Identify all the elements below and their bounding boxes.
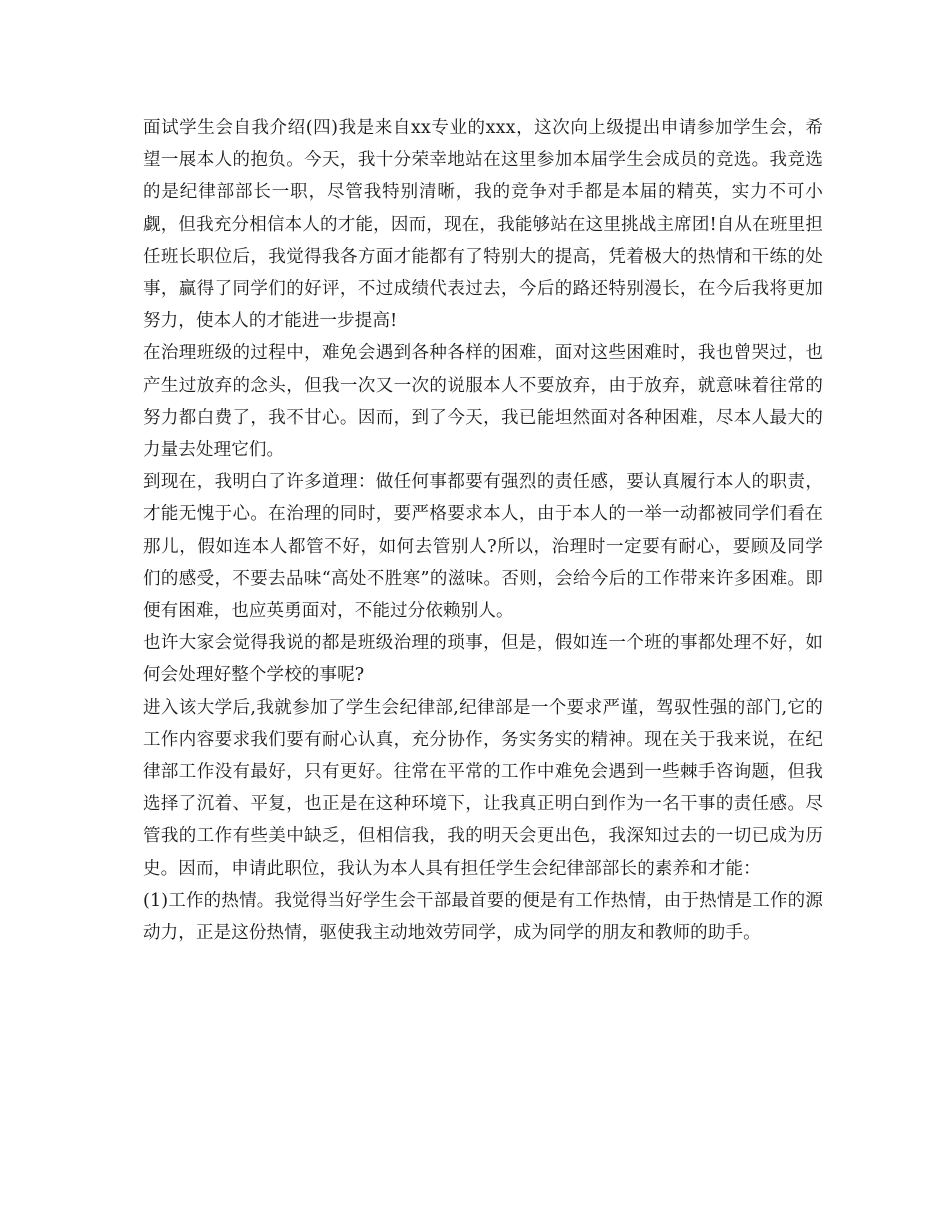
paragraph-discipline-department: 进入该大学后,我就参加了学生会纪律部,纪律部是一个要求严谨，驾驭性强的部门,它的工作内容要求我们要有耐心认真，充分协作，务实务实的精神。现在关于我来说，在纪律部工作没有最好，只有更好。往常在平常的工作中难免会遇到一些棘手咨询题，但我选择了沉着、平复，也正是在这种环境下，让我真正明白到作为一名干事的责任感。尽管我的工作有些美中缺乏，但相信我，我的明天会更出色，我深知过去的一切已成为历史。因而，申请此职位，我认为本人具有担任学生会纪律部部长的素养和才能： [143, 697, 823, 879]
paragraph-question: 也许大家会觉得我说的都是班级治理的琐事，但是，假如连一个班的事都处理不好，如何会处理好整个学校的事呢? [143, 633, 823, 686]
paragraph-difficulties: 在治理班级的过程中，难免会遇到各种各样的困难，面对这些困难时，我也曾哭过，也产生过放弃的念头，但我一次又一次的说服本人不要放弃，由于放弃，就意味着往常的努力都白费了，我不甘心。因而，到了今天，我已能坦然面对各种困难，尽本人最大的力量去处理它们。 [143, 343, 823, 461]
paragraph-lessons: 到现在，我明白了许多道理：做任何事都要有强烈的责任感，要认真履行本人的职责，才能无愧于心。在治理的同时，要严格要求本人，由于本人的一举一动都被同学们看在那儿，假如连本人都管不好，如何去管别人?所以，治理时一定要有耐心，要顾及同学们的感受，不要去品味“高处不胜寒”的滋味。否则，会给今后的工作带来许多困难。即便有困难，也应英勇面对，不能过分依赖别人。 [143, 472, 823, 622]
paragraph-intro: 面试学生会自我介绍(四)我是来自xx专业的xxx，这次向上级提出申请参加学生会，希望一展本人的抱负。今天，我十分荣幸地站在这里参加本届学生会成员的竞选。我竞选的是纪律部部长一职，尽管我特别清晰，我的竞争对手都是本届的精英，实力不可小觑，但我充分相信本人的才能，因而，现在，我能够站在这里挑战主席团!自从在班里担任班长职位后，我觉得我各方面才能都有了特别大的提高，凭着极大的热情和干练的处事，赢得了同学们的好评，不过成绩代表过去，今后的路还特别漫长，在今后我将更加努力，使本人的才能进一步提高! [143, 118, 823, 332]
paragraph-point-one: (1)工作的热情。我觉得当好学生会干部最首要的便是有工作热情，由于热情是工作的源动力，正是这份热情，驱使我主动地效劳同学，成为同学的朋友和教师的助手。 [143, 890, 823, 944]
document-body [143, 112, 823, 949]
